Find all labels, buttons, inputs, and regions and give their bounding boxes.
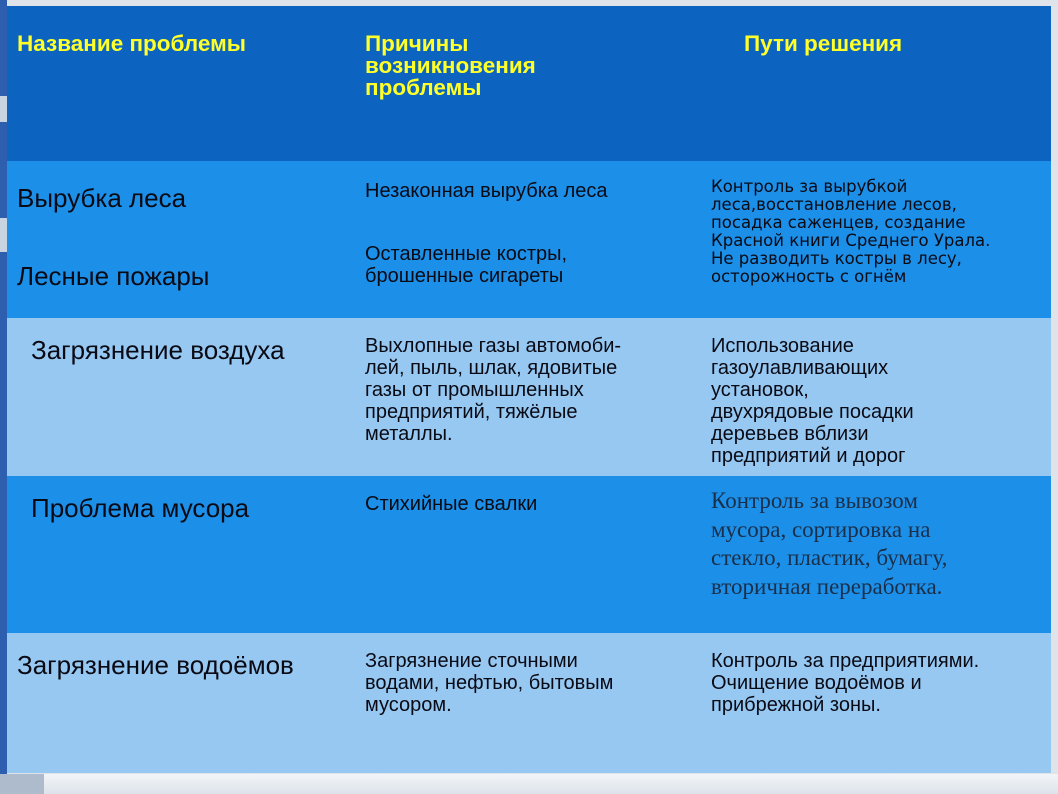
problem-name: Загрязнение воздуха	[31, 335, 285, 365]
cause-cell	[347, 318, 705, 476]
header-cell-causes	[347, 6, 705, 161]
table-row	[7, 633, 1051, 773]
problem-cell	[7, 161, 347, 318]
bottom-band	[0, 774, 1058, 794]
bottom-notch	[0, 774, 44, 794]
cause-text: Незаконная вырубка леса	[365, 180, 608, 202]
problem-name: Проблема мусора	[31, 493, 250, 523]
problem-name: Загрязнение водоёмов	[17, 650, 294, 680]
ecology-problems-table	[7, 6, 1051, 773]
problem-name: Вырубка леса	[17, 183, 187, 213]
table-row	[7, 161, 1051, 318]
problem-cell	[7, 476, 347, 633]
cause-text: Загрязнение сточными водами, нефтью, бытовым мусором.	[365, 650, 614, 716]
solution-text: Контроль за вырубкой леса,восстановление лесов, посадка саженцев, создание Красной книги Среднего Урала.	[711, 177, 991, 250]
solution-cell	[705, 161, 1051, 318]
left-edge-gap	[0, 96, 7, 122]
header-problem-label: Название проблемы	[17, 31, 246, 56]
problem-name: Лесные пожары	[17, 261, 210, 291]
problem-cell	[7, 633, 347, 773]
table-header-row	[7, 6, 1051, 161]
problem-cell	[7, 318, 347, 476]
solution-cell	[705, 318, 1051, 476]
solution-text: Не разводить костры в лесу, осторожность с огнём	[711, 249, 962, 286]
solution-cell	[705, 476, 1051, 633]
header-cell-problem	[7, 6, 347, 161]
cause-text: Выхлопные газы автомоби- лей, пыль, шлак, ядовитые газы от промышленных предприятий, тяжёлые металлы.	[365, 335, 622, 445]
solution-text: Контроль за предприятиями. Очищение водоёмов и прибрежной зоны.	[711, 650, 980, 716]
header-solutions-label: Пути решения	[744, 31, 903, 56]
cause-text: Стихийные свалки	[365, 493, 538, 515]
table-row	[7, 318, 1051, 476]
solution-text: Контроль за вывозом мусора, сортировка на стекло, пластик, бумагу, вторичная переработка.	[711, 488, 948, 599]
cause-cell	[347, 161, 705, 318]
header-cell-solutions	[705, 6, 1051, 161]
solution-cell	[705, 633, 1051, 773]
solution-text: Использование газоулавливающих установок, двухрядовые посадки деревьев вблизи предприятий и дорог	[711, 335, 914, 467]
cause-cell	[347, 633, 705, 773]
left-edge-gap	[0, 218, 7, 252]
cause-cell	[347, 476, 705, 633]
table-row	[7, 476, 1051, 633]
cause-text: Оставленные костры, брошенные сигареты	[365, 243, 568, 287]
header-causes-label: Причины возникновения проблемы	[365, 31, 536, 100]
